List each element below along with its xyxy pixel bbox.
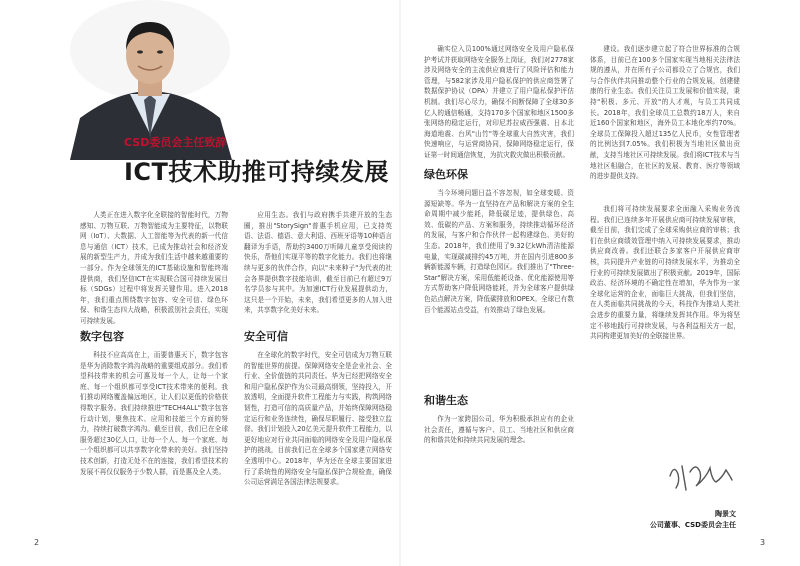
right-column-2-top [590, 44, 740, 196]
section-heading-security-trust: 安全可信 [244, 330, 288, 343]
signatory-role: 公司董事、CSD委员会主任 [649, 521, 736, 529]
section-text-digital-inclusion [80, 350, 228, 520]
section-paragraph: 当今环境问题日益不容忽视，如全球变暖、资源短缺等。华为一直坚持在产品和解决方案的全生命周期中减少能耗，降低碳足迹，提供绿色、高效、低碳的产品、方案和服务，持续推动循环经济的发展，与客户和合作伙伴一起构建绿色、美好的生态。2018年，我们使用了9.32亿kWh清洁能源电量，实现碳减排约45万吨，并在国内引进800多辆新能源车辆，打造绿色园区。我们推出了"Three-Star"解决方案，采用低能耗设备、优化能源使用等方式帮助客户降低网络能耗，并为全球客户提供绿色站点解决方案，降低碳排放和OPEX。全球已有数百个能源站点受益，有效推动了绿色发展。 [424, 189, 574, 314]
column-paragraph: 确实位入员100%通过网络安全及用户隐私保护考试并获取网络安全服务上岗证，我们对2778家涉及网络安全的主流供应商进行了风险评估和能力管理，与582家涉及用户隐私保护的供应商签署了数据保护协议（DPA）并建立了用户隐私保护评估机制。我们尽心尽力，确保不间断保障了全球30多亿人的通信畅通，支持170多个国家和地区1500多张网络的稳定运行，对印尼苏拉威西强震、日本北海道地震、台风"山竹"等全球重大自然灾害，我们快速响应，与运营商协同，保障网络稳定运行，保证第一时间通信恢复，为抗灾救灾做出积极贡献。 [424, 45, 574, 159]
section-text-security-trust [244, 350, 392, 520]
intro-column-2 [244, 210, 392, 328]
page-subtitle: CSD委员会主任致辞 [124, 136, 227, 149]
right-column-2-bottom [590, 204, 740, 374]
page-gutter [399, 0, 401, 566]
handwritten-signature [666, 456, 736, 496]
page-number-right: 3 [760, 538, 766, 547]
section-text-green-environment [424, 188, 574, 384]
page-title: ICT技术助推可持续发展 [124, 158, 389, 186]
section-heading-digital-inclusion: 数字包容 [80, 330, 124, 343]
section-paragraph: 在全球化的数字时代，安全可信成为万物互联的智能世界的前提。保障网络安全是企业社会、全行业、全价值链的共同责任。华为已经把网络安全和用户隐私保护作为公司最高纲领，坚持投入，开放透明，全面提升软件工程能力与实践，构筑网络韧性，打造可信的高质量产品，并始终保障网络稳定运行和业务连续性，确保尽职履行、接受独立监督。我们计划投入20亿美元提升软件工程能力，以更好地应对行业共同面临的网络安全及用户隐私保护的挑战，目前我们已在全球多个国家建立网络安全透明中心。2018年，华为还在全球主要国家进行了系统性的网络安全与隐私保护合规检查，确保公司运营满足各国法律法规要求。 [244, 351, 392, 487]
section-paragraph: 科技不应高高在上，而要普惠天下，数字包容是华为消除数字鸿沟战略的重要组成部分。我们希望科技带来的机会可惠及每一个人，让每一个家庭、每一个组织都可享受ICT技术带来的便利。我们推动网络覆盖偏远地区，让人们以更低的价格获得数字服务。我们持续推进"TECH4ALL"数字包容行动计划，聚焦技术、应用和技能三个方面的努力，持续打破数字鸿沟。截至目前，我们已在全球服务超过30亿人口，让每一个人、每一个家庭、每一个组织都可以共享数字化带来的美好。我们坚持技术创新，打造无处不在的连接，我们希望技术的发展不再仅仅服务于少数人群，而是惠及全人类。 [80, 351, 228, 476]
section-heading-green-environment: 绿色环保 [424, 168, 468, 181]
column-paragraph: 建设。我们逐步建立起了符合世界标准的合规体系，目前已在100多个国家实现当地相关法律法规的遵从，并在所有子公司都设立了合规官，我们与合作伙伴共同推动整个行业的合规发展，创建健康的行业生态。我们关注员工发展和价值实现，秉持"积极、多元、开放"的人才观，与员工共同成长。2018年，我们全球员工总数约18万人，来自近160个国家和地区，海外员工本地化率约70%。全球员工保障投入超过135亿人民币，女性管理者的比例达到7.05%。我们积极为当地社区做出贡献，支持当地社区可持续发展。我们将ICT技术与当地社区相融合，在社区的发展、教育、医疗等领域的进步提供支持。 [590, 45, 740, 181]
page-number-left: 2 [34, 538, 40, 547]
right-column-1-top [424, 44, 574, 162]
intro-column-1 [80, 210, 228, 328]
section-paragraph: 作为一家跨国公司，华为积极承担应有的企业社会责任，遵循与客户、员工、当地社区和供应商的和谐共处和持续共同发展的理念。 [424, 415, 574, 445]
intro-paragraph-2: 应用生态。我们与政府携手共建开放的生态圈，推出"StorySign"普惠手机应用，已支持英语、法语、德语、意大利语、西班牙语等10种语言翻译为手语，帮助约3400万听障儿童享受阅读的快乐，帮他们实现平等的数字化能力。我们也将继续与更多的伙伴合作，向以"未来种子"为代表的社会各界提供数字技能培训，截至目前已有超过9万名学员参与其中。为加速ICT行业发展提供动力，这只是一个开始，未来，我们希望更多的人加入进来，共享数字化美好未来。 [244, 211, 392, 315]
section-text-harmonious-ecosystem [424, 414, 574, 524]
column-paragraph: 我们将可持续发展要求全面融入采购业务流程。我们已连续多年开展供应商可持续发展审核，截至目前，我们完成了全球采购供应商的审核；我们在供应商绩效管理中纳入可持续发展要求，推动供应商改善。我们还联合多家客户开展供应商审核，共同提升产业链的可持续发展水平，为推动全行业的可持续发展做出了积极贡献。2019年，国际政治、经济环境的不确定性在增加，华为作为一家全球化运营的企业，面临巨大挑战，但我们坚信，在人类面临共同挑战的今天，科技作为推动人类社会进步的重要力量，将继续发挥其作用。华为将坚定不移地践行可持续发展，与各利益相关方一起，共同构建更加美好的全联接世界。 [590, 205, 740, 341]
section-heading-harmonious-ecosystem: 和谐生态 [424, 394, 468, 407]
intro-paragraph-1: 人类正在进入数字化全联接的智能时代，万物感知、万物互联、万物智能成为主要特征，以物联网（IoT）、大数据、人工智能等为代表的新一代信息与通信（ICT）技术，已成为推动社会和经济发展的新型生产力，并成为我们生活中越来越重要的一部分。作为全球领先的ICT基础设施和智能终端提供商，我们坚信ICT在实现联合国可持续发展目标（SDGs）过程中将发挥关键作用。进入2018年，我们重点围绕数字包容、安全可信、绿色环保、和谐生态四大战略，积极派别社会责任，实现可持续发展。 [80, 211, 228, 325]
signatory-name: 陶景文 [715, 510, 736, 518]
